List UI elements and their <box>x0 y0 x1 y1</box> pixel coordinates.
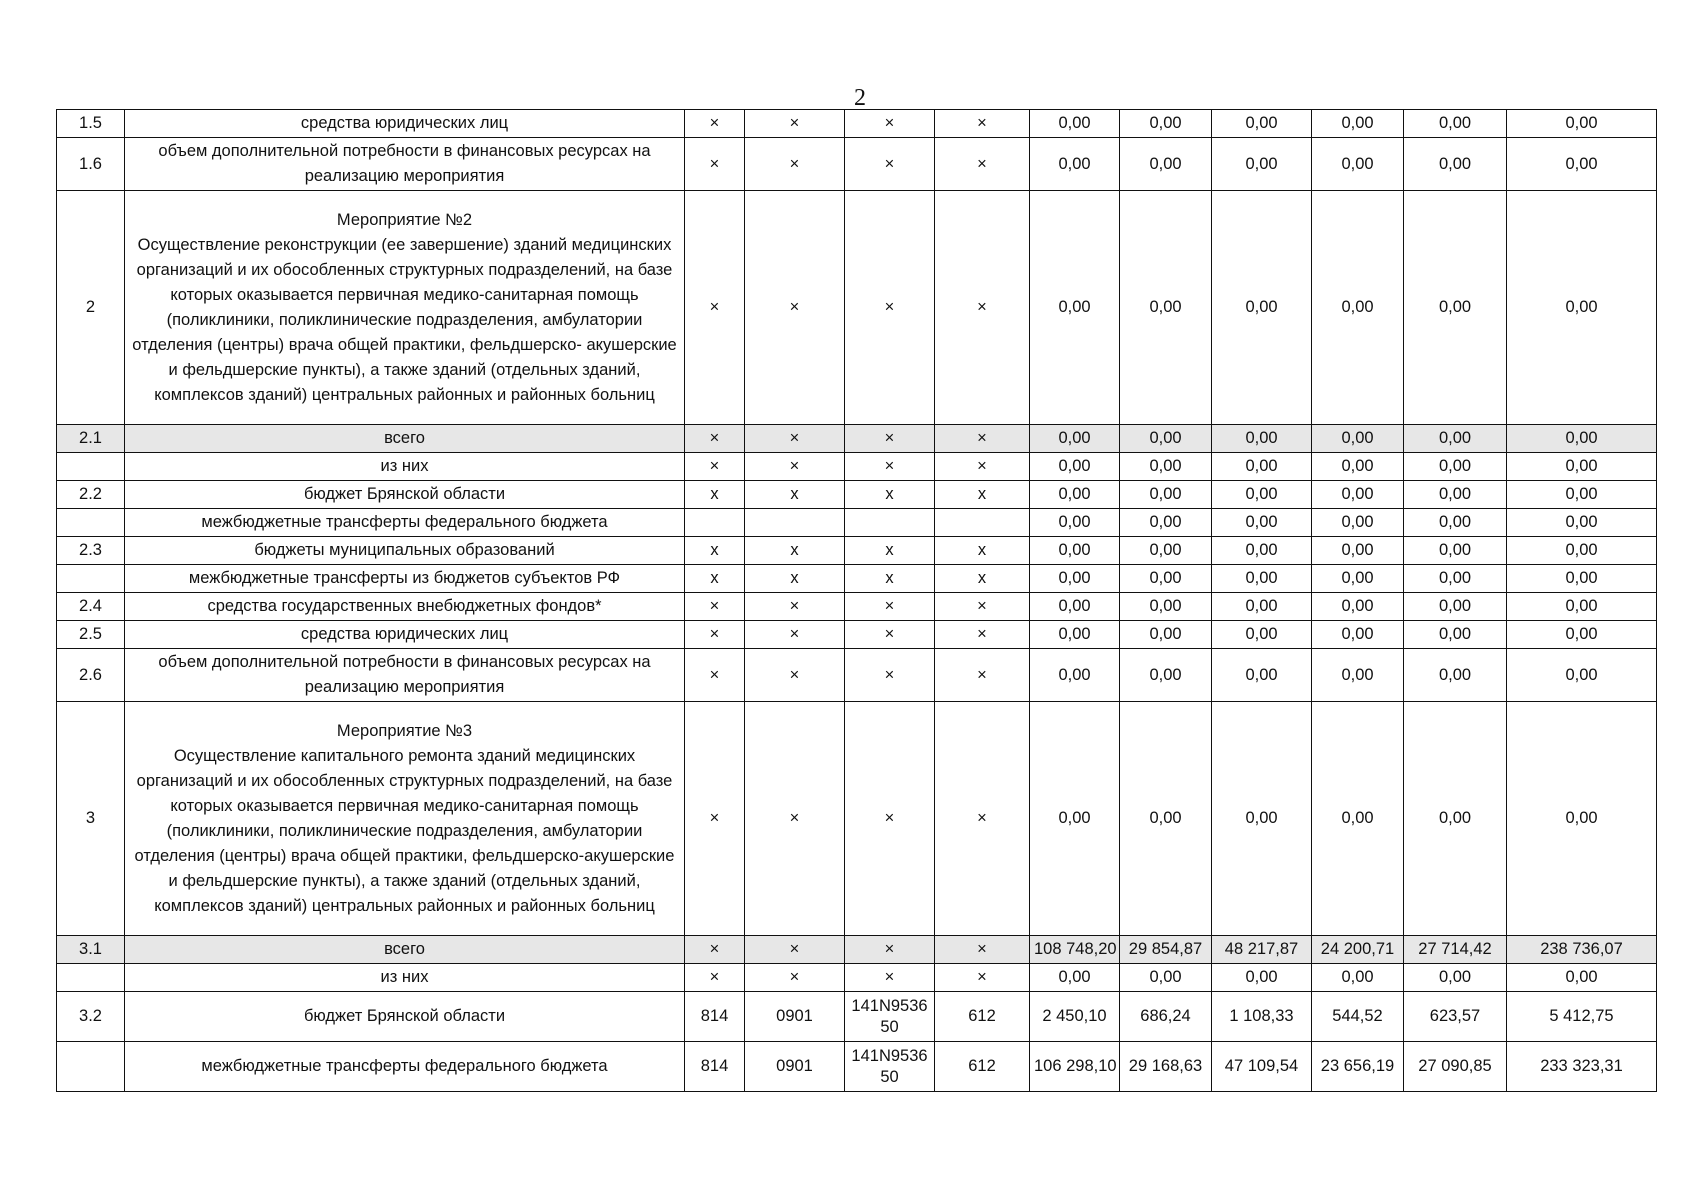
code-cell-1: × <box>685 191 745 425</box>
row-description <box>125 425 685 453</box>
code-cell-2: × <box>745 936 845 964</box>
code-cell-2: × <box>745 964 845 992</box>
value-cell: 106 298,10 <box>1030 1042 1120 1092</box>
row-description <box>125 1042 685 1092</box>
measure-title: Мероприятие №3 <box>336 721 473 740</box>
code-cell-4 <box>935 509 1030 537</box>
table-row <box>57 1042 1657 1092</box>
code-cell-4: х <box>935 537 1030 565</box>
value-cell: 544,52 <box>1312 992 1404 1042</box>
code-cell-4: × <box>935 936 1030 964</box>
code-cell-4: × <box>935 138 1030 191</box>
value-cell: 0,00 <box>1507 593 1657 621</box>
value-cell: 0,00 <box>1120 481 1212 509</box>
code-cell-3: × <box>845 191 935 425</box>
row-number: 2.4 <box>57 593 125 621</box>
code-cell-3: × <box>845 425 935 453</box>
code-cell-2: х <box>745 565 845 593</box>
description-text: Осуществление капитального ремонта зданий медицинских организаций и их обособленных структурных подразделений, на базе которых оказывается первичная медико-санитарная помощь (поликлиники, поликлинические подразделения, амбулатории отделения (центры) врача общей практики, фельдшерско-акушерские и фельдшерские пункты), а также зданий (отдельных зданий, комплексов зданий) центральных районных и районных больниц <box>134 746 675 915</box>
value-cell: 0,00 <box>1030 702 1120 936</box>
code-cell-2: × <box>745 702 845 936</box>
value-cell: 0,00 <box>1212 649 1312 702</box>
code-cell-2: × <box>745 621 845 649</box>
page-number: 2 <box>854 85 866 111</box>
value-cell: 0,00 <box>1404 425 1507 453</box>
code-cell-1: × <box>685 110 745 138</box>
code-cell-1: х <box>685 537 745 565</box>
code-cell-2: × <box>745 593 845 621</box>
row-number: 2.6 <box>57 649 125 702</box>
description-text: средства государственных внебюджетных фондов* <box>207 597 602 615</box>
row-description <box>125 138 685 191</box>
code-cell-3: х <box>845 481 935 509</box>
code-cell-2: × <box>745 453 845 481</box>
value-cell: 0,00 <box>1120 537 1212 565</box>
code-cell-4: × <box>935 593 1030 621</box>
code-cell-1: × <box>685 964 745 992</box>
value-cell: 0,00 <box>1507 191 1657 425</box>
value-cell: 2 450,10 <box>1030 992 1120 1042</box>
value-cell: 0,00 <box>1030 191 1120 425</box>
code-cell-4: × <box>935 621 1030 649</box>
table-row <box>57 509 1657 537</box>
value-cell: 0,00 <box>1120 191 1212 425</box>
value-cell: 5 412,75 <box>1507 992 1657 1042</box>
value-cell: 1 108,33 <box>1212 992 1312 1042</box>
code-cell-3: × <box>845 593 935 621</box>
value-cell: 0,00 <box>1404 964 1507 992</box>
table-row <box>57 964 1657 992</box>
value-cell: 0,00 <box>1312 110 1404 138</box>
code-cell-4: × <box>935 964 1030 992</box>
value-cell: 0,00 <box>1212 110 1312 138</box>
description-text: межбюджетные трансферты из бюджетов субъектов РФ <box>188 569 621 587</box>
code-cell-3: × <box>845 936 935 964</box>
value-cell: 0,00 <box>1312 649 1404 702</box>
value-cell: 0,00 <box>1030 593 1120 621</box>
value-cell: 0,00 <box>1507 509 1657 537</box>
table-row <box>57 110 1657 138</box>
code-cell-2: 0901 <box>745 992 845 1042</box>
value-cell: 24 200,71 <box>1312 936 1404 964</box>
code-cell-3: × <box>845 110 935 138</box>
code-cell-2: х <box>745 481 845 509</box>
table-row <box>57 481 1657 509</box>
value-cell: 0,00 <box>1030 138 1120 191</box>
description-text: средства юридических лиц <box>300 625 509 643</box>
code-cell-2: × <box>745 649 845 702</box>
table-row <box>57 565 1657 593</box>
code-cell-3: х <box>845 537 935 565</box>
value-cell: 0,00 <box>1120 964 1212 992</box>
value-cell: 0,00 <box>1404 621 1507 649</box>
row-number: 1.5 <box>57 110 125 138</box>
code-cell-4: × <box>935 702 1030 936</box>
description-text: из них <box>380 968 429 986</box>
code-cell-4: × <box>935 453 1030 481</box>
code-cell-4: 612 <box>935 992 1030 1042</box>
value-cell: 23 656,19 <box>1312 1042 1404 1092</box>
value-cell: 0,00 <box>1212 509 1312 537</box>
value-cell: 0,00 <box>1404 481 1507 509</box>
description-text: объем дополнительной потребности в финансовых ресурсах на реализацию мероприятия <box>158 142 651 185</box>
value-cell: 0,00 <box>1312 702 1404 936</box>
value-cell: 0,00 <box>1507 453 1657 481</box>
table-row <box>57 593 1657 621</box>
value-cell: 0,00 <box>1404 649 1507 702</box>
value-cell: 29 168,63 <box>1120 1042 1212 1092</box>
value-cell: 0,00 <box>1030 537 1120 565</box>
code-cell-3: 141N953650 <box>845 1042 935 1092</box>
value-cell: 0,00 <box>1404 509 1507 537</box>
description-text: объем дополнительной потребности в финансовых ресурсах на реализацию мероприятия <box>158 653 651 696</box>
value-cell: 0,00 <box>1312 138 1404 191</box>
description-text: бюджет Брянской области <box>303 1007 506 1025</box>
description-text: бюджет Брянской области <box>303 485 506 503</box>
code-cell-2 <box>745 509 845 537</box>
table-row <box>57 138 1657 191</box>
row-number: 1.6 <box>57 138 125 191</box>
table-row <box>57 936 1657 964</box>
value-cell: 0,00 <box>1030 110 1120 138</box>
code-cell-1: х <box>685 481 745 509</box>
value-cell: 47 109,54 <box>1212 1042 1312 1092</box>
row-description <box>125 702 685 936</box>
row-number <box>57 565 125 593</box>
value-cell: 0,00 <box>1312 191 1404 425</box>
table-row <box>57 191 1657 425</box>
row-number: 2.2 <box>57 481 125 509</box>
row-number: 2.1 <box>57 425 125 453</box>
value-cell: 0,00 <box>1312 964 1404 992</box>
value-cell: 0,00 <box>1507 138 1657 191</box>
value-cell: 0,00 <box>1120 110 1212 138</box>
value-cell: 0,00 <box>1030 481 1120 509</box>
value-cell: 108 748,20 <box>1030 936 1120 964</box>
code-cell-4: х <box>935 481 1030 509</box>
table-row <box>57 425 1657 453</box>
value-cell: 0,00 <box>1120 509 1212 537</box>
row-number: 3.1 <box>57 936 125 964</box>
row-number: 3 <box>57 702 125 936</box>
code-cell-2: 0901 <box>745 1042 845 1092</box>
row-description <box>125 509 685 537</box>
code-cell-1: × <box>685 702 745 936</box>
code-cell-1: × <box>685 138 745 191</box>
code-cell-2: × <box>745 110 845 138</box>
value-cell: 0,00 <box>1404 702 1507 936</box>
code-cell-4: × <box>935 425 1030 453</box>
value-cell: 0,00 <box>1507 702 1657 936</box>
value-cell: 0,00 <box>1030 964 1120 992</box>
code-cell-1: × <box>685 453 745 481</box>
value-cell: 623,57 <box>1404 992 1507 1042</box>
description-text: всего <box>384 940 425 958</box>
value-cell: 0,00 <box>1312 621 1404 649</box>
table-row <box>57 702 1657 936</box>
value-cell: 0,00 <box>1212 138 1312 191</box>
value-cell: 233 323,31 <box>1507 1042 1657 1092</box>
row-number <box>57 964 125 992</box>
row-number: 2.5 <box>57 621 125 649</box>
value-cell: 0,00 <box>1030 509 1120 537</box>
code-cell-4: х <box>935 565 1030 593</box>
value-cell: 0,00 <box>1120 593 1212 621</box>
value-cell: 0,00 <box>1030 649 1120 702</box>
value-cell: 0,00 <box>1404 110 1507 138</box>
code-cell-2: х <box>745 537 845 565</box>
code-cell-1: × <box>685 936 745 964</box>
code-cell-1: х <box>685 565 745 593</box>
value-cell: 0,00 <box>1212 565 1312 593</box>
value-cell: 0,00 <box>1507 565 1657 593</box>
code-cell-1: 814 <box>685 992 745 1042</box>
value-cell: 0,00 <box>1507 649 1657 702</box>
row-number <box>57 453 125 481</box>
code-cell-3: × <box>845 702 935 936</box>
value-cell: 0,00 <box>1120 425 1212 453</box>
table-row <box>57 992 1657 1042</box>
value-cell: 0,00 <box>1212 621 1312 649</box>
row-description <box>125 110 685 138</box>
table-row <box>57 649 1657 702</box>
description-text: всего <box>384 429 425 447</box>
code-cell-1: × <box>685 649 745 702</box>
row-description <box>125 992 685 1042</box>
code-cell-1: 814 <box>685 1042 745 1092</box>
row-description <box>125 565 685 593</box>
value-cell: 0,00 <box>1030 453 1120 481</box>
value-cell: 0,00 <box>1312 537 1404 565</box>
code-cell-3: × <box>845 649 935 702</box>
value-cell: 27 090,85 <box>1404 1042 1507 1092</box>
value-cell: 0,00 <box>1120 453 1212 481</box>
row-number <box>57 1042 125 1092</box>
value-cell: 0,00 <box>1120 649 1212 702</box>
row-number: 2 <box>57 191 125 425</box>
row-description <box>125 453 685 481</box>
value-cell: 0,00 <box>1212 425 1312 453</box>
description-text: бюджеты муниципальных образований <box>254 541 555 559</box>
value-cell: 0,00 <box>1030 425 1120 453</box>
value-cell: 27 714,42 <box>1404 936 1507 964</box>
code-cell-3 <box>845 509 935 537</box>
value-cell: 0,00 <box>1212 537 1312 565</box>
row-description <box>125 537 685 565</box>
code-cell-4: × <box>935 649 1030 702</box>
description-text: Осуществление реконструкции (ее завершение) зданий медицинских организаций и их обособленных структурных подразделений, на базе которых оказывается первичная медико-санитарная помощь (поликлиники, поликлинические подразделения, амбулатории отделения (центры) врача общей практики, фельдшерско- акушерские и фельдшерские пункты), а также зданий (отдельных зданий, комплексов зданий) центральных районных и районных больниц <box>132 235 677 404</box>
value-cell: 0,00 <box>1312 509 1404 537</box>
value-cell: 0,00 <box>1404 191 1507 425</box>
code-cell-3: х <box>845 565 935 593</box>
code-cell-2: × <box>745 425 845 453</box>
code-cell-1: × <box>685 593 745 621</box>
table-row <box>57 453 1657 481</box>
value-cell: 0,00 <box>1507 621 1657 649</box>
value-cell: 0,00 <box>1404 138 1507 191</box>
value-cell: 0,00 <box>1507 537 1657 565</box>
code-cell-4: 612 <box>935 1042 1030 1092</box>
value-cell: 0,00 <box>1312 593 1404 621</box>
description-text: межбюджетные трансферты федерального бюджета <box>201 1057 608 1075</box>
value-cell: 0,00 <box>1120 621 1212 649</box>
value-cell: 0,00 <box>1404 537 1507 565</box>
value-cell: 0,00 <box>1212 593 1312 621</box>
value-cell: 686,24 <box>1120 992 1212 1042</box>
row-description <box>125 936 685 964</box>
code-cell-2: × <box>745 138 845 191</box>
value-cell: 0,00 <box>1507 110 1657 138</box>
value-cell: 0,00 <box>1404 593 1507 621</box>
value-cell: 0,00 <box>1212 481 1312 509</box>
table-row <box>57 537 1657 565</box>
code-cell-4: × <box>935 110 1030 138</box>
value-cell: 0,00 <box>1507 964 1657 992</box>
value-cell: 0,00 <box>1212 191 1312 425</box>
row-description <box>125 481 685 509</box>
code-cell-3: × <box>845 138 935 191</box>
code-cell-3: × <box>845 964 935 992</box>
code-cell-3: × <box>845 621 935 649</box>
row-number: 3.2 <box>57 992 125 1042</box>
value-cell: 0,00 <box>1312 565 1404 593</box>
description-text: из них <box>380 457 429 475</box>
code-cell-1: × <box>685 425 745 453</box>
value-cell: 0,00 <box>1404 453 1507 481</box>
code-cell-1 <box>685 509 745 537</box>
value-cell: 0,00 <box>1312 481 1404 509</box>
code-cell-3: × <box>845 453 935 481</box>
row-description <box>125 964 685 992</box>
value-cell: 0,00 <box>1120 138 1212 191</box>
value-cell: 0,00 <box>1212 964 1312 992</box>
row-description <box>125 593 685 621</box>
value-cell: 0,00 <box>1507 481 1657 509</box>
value-cell: 238 736,07 <box>1507 936 1657 964</box>
budget-table <box>56 109 1657 1092</box>
value-cell: 0,00 <box>1312 453 1404 481</box>
value-cell: 0,00 <box>1312 425 1404 453</box>
value-cell: 0,00 <box>1507 425 1657 453</box>
code-cell-4: × <box>935 191 1030 425</box>
description-text: межбюджетные трансферты федерального бюджета <box>201 513 608 531</box>
code-cell-3: 141N953650 <box>845 992 935 1042</box>
row-number <box>57 509 125 537</box>
code-cell-1: × <box>685 621 745 649</box>
row-description <box>125 621 685 649</box>
code-cell-2: × <box>745 191 845 425</box>
row-description <box>125 191 685 425</box>
measure-title: Мероприятие №2 <box>336 210 473 229</box>
value-cell: 0,00 <box>1404 565 1507 593</box>
value-cell: 0,00 <box>1120 565 1212 593</box>
value-cell: 0,00 <box>1212 453 1312 481</box>
value-cell: 0,00 <box>1120 702 1212 936</box>
table-row <box>57 621 1657 649</box>
description-text: средства юридических лиц <box>300 114 509 132</box>
value-cell: 48 217,87 <box>1212 936 1312 964</box>
row-description <box>125 649 685 702</box>
row-number: 2.3 <box>57 537 125 565</box>
value-cell: 29 854,87 <box>1120 936 1212 964</box>
value-cell: 0,00 <box>1030 621 1120 649</box>
value-cell: 0,00 <box>1030 565 1120 593</box>
value-cell: 0,00 <box>1212 702 1312 936</box>
